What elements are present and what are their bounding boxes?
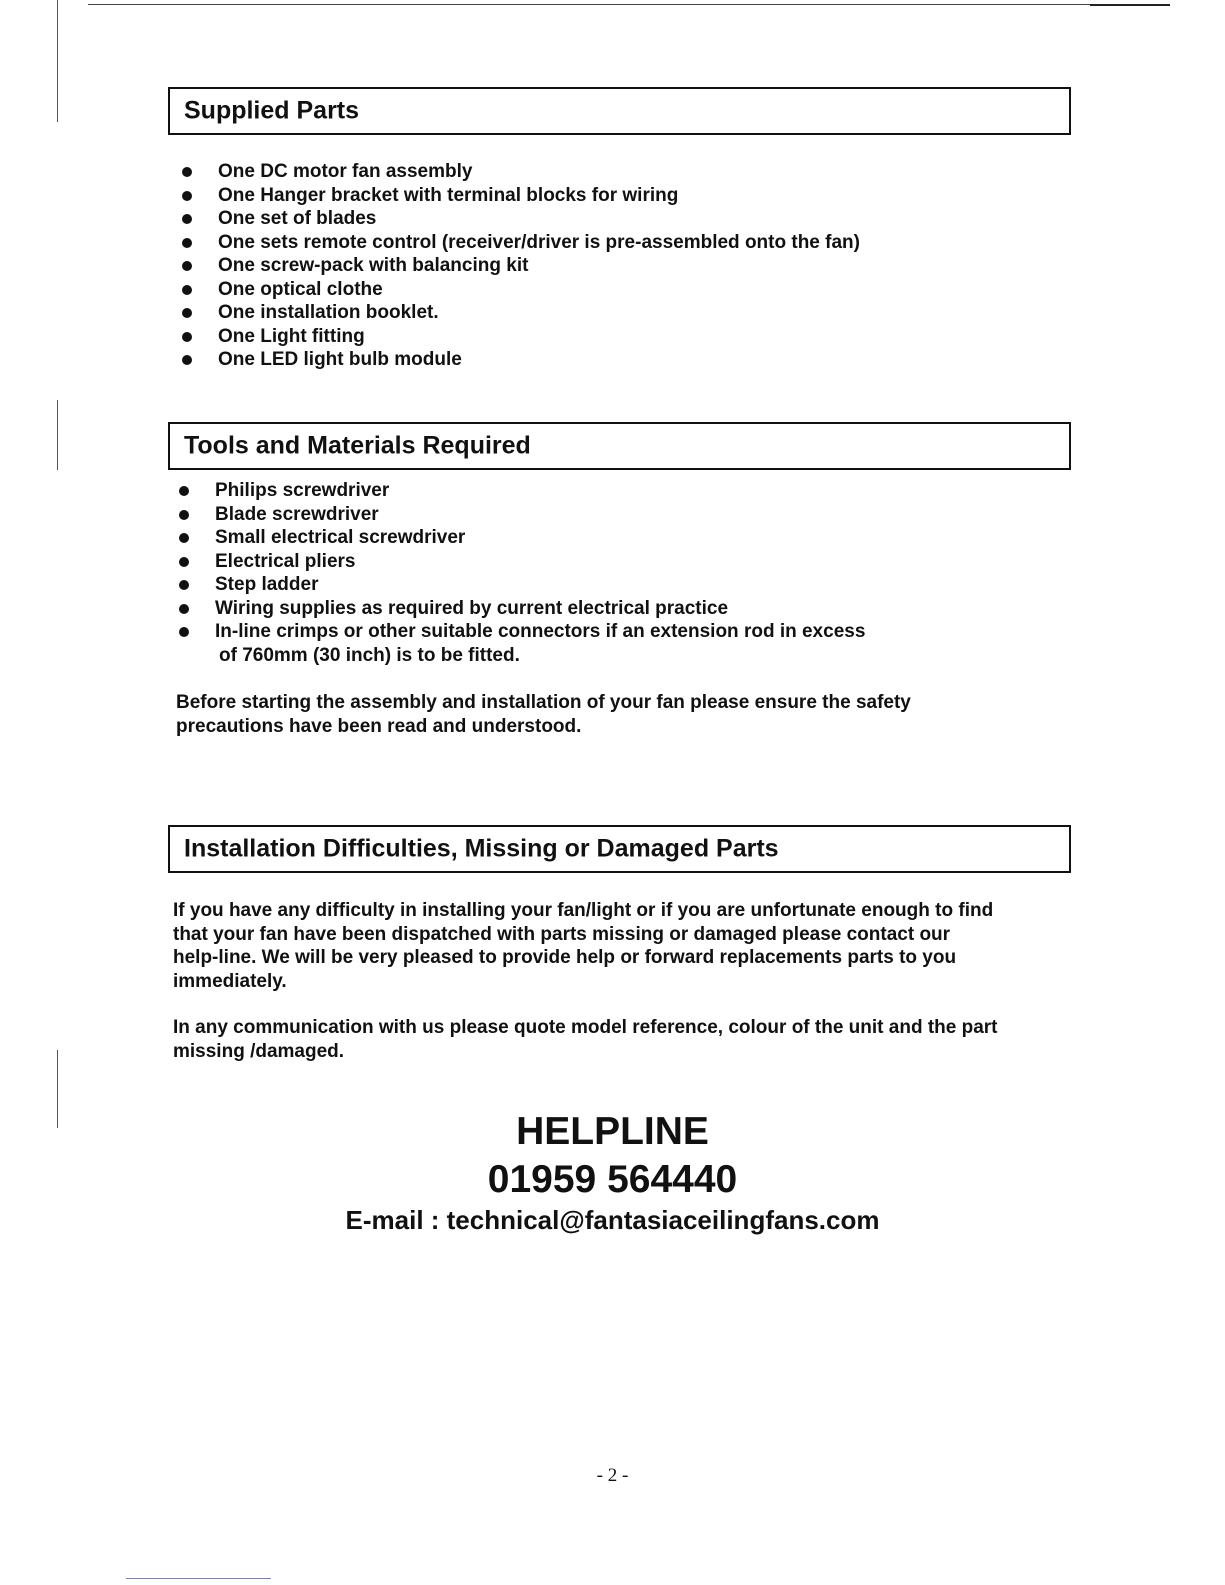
tools-title: Tools and Materials Required: [184, 431, 531, 460]
list-item: One optical clothe: [178, 278, 860, 302]
bullet-icon: [182, 191, 192, 201]
bullet-icon: [179, 510, 189, 520]
scan-edge-mark: [57, 0, 58, 122]
difficulties-paragraph: If you have any difficulty in installing your fan/light or if you are unfortunate enough to find that your fan have been dispatched with parts missing or damaged please contact our help-line. We will be very pleased to provide help or forward replacements parts to you immediately.: [173, 900, 994, 992]
list-item: In-line crimps or other suitable connectors if an extension rod in excess of 760mm (30 inch) is to be fitted.: [175, 620, 865, 667]
list-item: One Hanger bracket with terminal blocks for wiring: [178, 184, 860, 208]
tools-header-box: [168, 422, 1071, 470]
bullet-icon: [179, 486, 189, 496]
page-number: - 2 -: [596, 1465, 629, 1486]
supplied-parts-title: Supplied Parts: [184, 96, 360, 125]
bullet-icon: [179, 604, 189, 614]
list-item: Philips screwdriver: [175, 479, 865, 503]
difficulties-title: Installation Difficulties, Missing or Damaged Parts: [184, 834, 779, 863]
helpline-email: E-mail : technical@fantasiaceilingfans.com: [345, 1205, 880, 1235]
bullet-icon: [182, 285, 192, 295]
difficulties-header-box: [168, 825, 1071, 873]
bullet-icon: [182, 355, 192, 365]
bullet-icon: [179, 557, 189, 567]
list-item: One screw-pack with balancing kit: [178, 254, 860, 278]
list-item: One set of blades: [178, 207, 860, 231]
helpline-label: HELPLINE: [516, 1110, 709, 1153]
bullet-icon: [182, 167, 192, 177]
scan-edge-mark: [57, 400, 58, 470]
list-item: One Light fitting: [178, 325, 860, 349]
bullet-icon: [179, 580, 189, 590]
bullet-icon: [179, 627, 189, 637]
bullet-icon: [182, 238, 192, 248]
scan-edge-mark: [126, 1578, 271, 1579]
supplied-parts-header-box: [168, 87, 1071, 135]
bullet-icon: [182, 332, 192, 342]
scan-border-line: [88, 4, 1168, 5]
list-item: One installation booklet.: [178, 301, 860, 325]
communication-paragraph: In any communication with us please quote model reference, colour of the unit and the part missing /damaged.: [173, 1017, 998, 1062]
bullet-icon: [182, 308, 192, 318]
scan-border-line: [1090, 4, 1170, 6]
list-item: Wiring supplies as required by current electrical practice: [175, 597, 865, 621]
safety-note: Before starting the assembly and installation of your fan please ensure the safety precautions have been read and understood.: [176, 692, 911, 737]
list-item: Electrical pliers: [175, 550, 865, 574]
list-item: Step ladder: [175, 573, 865, 597]
helpline-phone: 01959 564440: [487, 1158, 738, 1201]
list-item: One LED light bulb module: [178, 348, 860, 372]
supplied-parts-list: [178, 160, 860, 372]
list-item: One DC motor fan assembly: [178, 160, 860, 184]
bullet-icon: [182, 261, 192, 271]
bullet-icon: [179, 533, 189, 543]
list-item: Blade screwdriver: [175, 503, 865, 527]
list-item: Small electrical screwdriver: [175, 526, 865, 550]
bullet-icon: [182, 214, 192, 224]
list-item: One sets remote control (receiver/driver is pre-assembled onto the fan): [178, 231, 860, 255]
tools-list: [175, 479, 865, 667]
